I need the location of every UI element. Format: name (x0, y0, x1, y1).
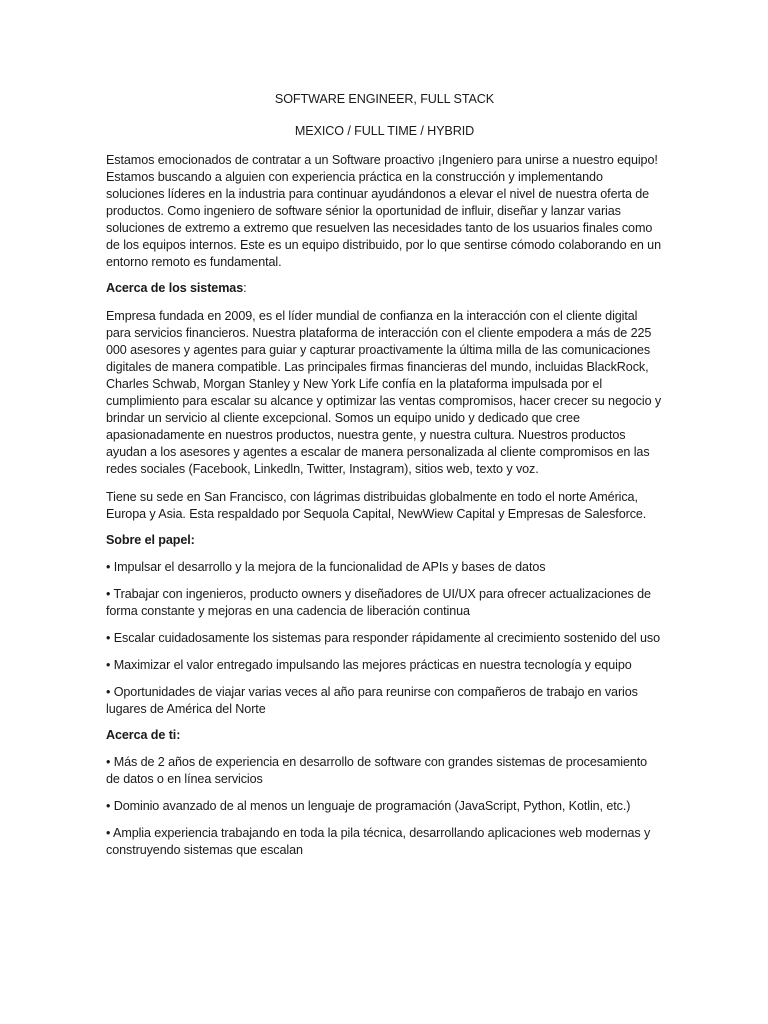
about-systems-paragraph-1: Empresa fundada en 2009, es el líder mundial de confianza en la interacción con el cliente digital para servicios financieros. Nuestra plataforma de interacción con el cliente empodera a más de 225 000 asesores y agentes para guiar y capturar proactivamente la última milla de las comunicaciones digitales de manera compatible. Las principales firmas financieras del mundo, incluidas BlackRock, Charles Schwab, Morgan Stanley y New York Life confía en la plataforma impulsada por el cumplimiento para escalar su alcance y optimizar las ventas compromisos, hacer crecer su negocio y brindar un servicio al cliente excepcional. Somos un equipo unido y dedicado que cree apasionadamente en nuestros productos, nuestra gente, y nuestra cultura. Nuestros productos ayudan a los asesores y agentes a escalar de manera personalizada al cliente compromisos en las redes sociales (Facebook, Linkedln, Twitter, Instagram), sitios web, texto y voz. (106, 309, 662, 476)
about-you-bullet: • Amplia experiencia trabajando en toda la pila técnica, desarrollando aplicaciones web modernas y construyendo sistemas que escalan (106, 826, 651, 857)
job-title: SOFTWARE ENGINEER, FULL STACK (274, 92, 495, 106)
role-bullet: • Oportunidades de viajar varias veces al año para reunirse con compañeros de trabajo en varios lugares de América del Norte (106, 685, 638, 716)
intro-paragraph: Estamos emocionados de contratar a un Software proactivo ¡Ingeniero para unirse a nuestro equipo! Estamos buscando a alguien con experiencia práctica en la construcción y implementando soluciones líderes en la industria para continuar ayudándonos a elevar el nivel de nuestra oferta de productos. Como ingeniero de software sénior la oportunidad de influir, diseñar y lanzar varias soluciones de extremo a extremo que resuelven las necesidades tanto de los usuarios finales como de los equipos internos. Este es un equipo distribuido, por lo que sentirse cómodo colaborando en un entorno remoto es fundamental. (106, 153, 661, 269)
role-bullet: • Trabajar con ingenieros, producto owners y diseñadores de UI/UX para ofrecer actualizaciones de forma constante y mejoras en una cadencia de liberación continua (106, 587, 651, 618)
about-you-bullet: • Dominio avanzado de al menos un lenguaje de programación (JavaScript, Python, Kotlin, etc.) (106, 799, 631, 813)
section-heading-about-you: Acerca de ti: (106, 728, 181, 742)
about-systems-paragraph-2: Tiene su sede en San Francisco, con lágrimas distribuidas globalmente en todo el norte América, Europa y Asia. Esta respaldado por Sequola Capital, NewWiew Capital y Empresas de Salesforce. (106, 490, 647, 521)
about-you-bullet: • Más de 2 años de experiencia en desarrollo de software con grandes sistemas de procesamiento de datos o en línea servicios (106, 755, 648, 786)
role-bullet: • Escalar cuidadosamente los sistemas para responder rápidamente al crecimiento sostenido del uso (106, 631, 661, 645)
job-location: MEXICO / FULL TIME / HYBRID (294, 124, 475, 138)
role-bullet: • Impulsar el desarrollo y la mejora de la funcionalidad de APIs y bases de datos (106, 560, 546, 574)
section-heading-role: Sobre el papel: (106, 533, 195, 547)
section-heading-about-systems-text: Acerca de los sistemas (106, 281, 244, 295)
section-heading-colon: : (243, 281, 247, 295)
role-bullet: • Maximizar el valor entregado impulsando las mejores prácticas en nuestra tecnología y equipo (106, 658, 632, 672)
section-heading-about-systems (106, 280, 663, 297)
